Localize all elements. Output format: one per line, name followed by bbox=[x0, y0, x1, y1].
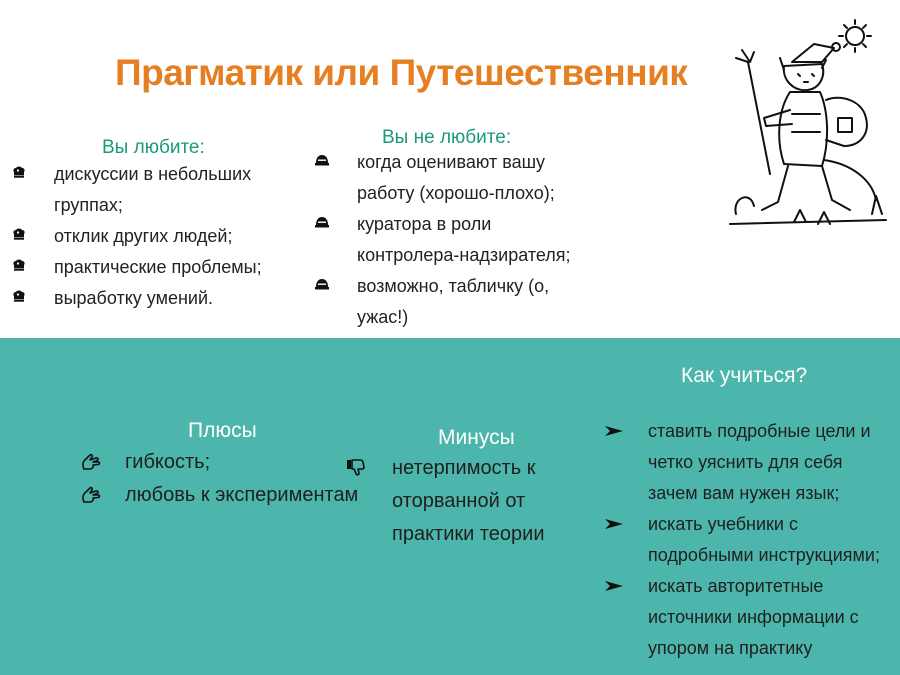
cons-list bbox=[392, 452, 552, 551]
chef-hat-icon bbox=[12, 290, 26, 302]
likes-list bbox=[54, 159, 269, 314]
list-item bbox=[648, 509, 888, 571]
list-item bbox=[54, 283, 269, 314]
hand-gesture-icon bbox=[81, 486, 101, 504]
list-item bbox=[125, 479, 365, 512]
chef-hat-icon bbox=[12, 166, 26, 178]
list-item-text: нетерпимость к оторванной от практики теории bbox=[392, 457, 545, 545]
arrow-pointer-icon bbox=[604, 425, 624, 437]
list-item bbox=[54, 252, 269, 283]
likes-heading: Вы любите: bbox=[102, 137, 205, 158]
thumbs-down-icon bbox=[346, 458, 366, 476]
list-item-text: любовь к экспериментам bbox=[125, 484, 359, 506]
helmet-icon bbox=[315, 154, 329, 166]
page-title: Прагматик или Путешественник bbox=[115, 52, 688, 93]
list-item-text: когда оценивают вашу работу (хорошо-плохо); bbox=[357, 152, 555, 203]
traveler-cat-illustration bbox=[722, 14, 892, 236]
helmet-icon bbox=[315, 278, 329, 290]
list-item-text: практические проблемы; bbox=[54, 257, 262, 277]
chef-hat-icon bbox=[12, 228, 26, 240]
list-item-text: дискуссии в небольших группах; bbox=[54, 164, 252, 215]
list-item-text: возможно, табличку (о, ужас!) bbox=[357, 276, 550, 327]
list-item bbox=[357, 271, 577, 333]
list-item-text: гибкость; bbox=[125, 451, 211, 473]
list-item bbox=[357, 147, 577, 209]
dislikes-list bbox=[357, 147, 577, 333]
dislikes-heading: Вы не любите: bbox=[382, 127, 512, 148]
chef-hat-icon bbox=[12, 259, 26, 271]
list-item-text: куратора в роли контролера-надзирателя; bbox=[357, 214, 571, 265]
list-item-text: выработку умений. bbox=[54, 288, 214, 308]
list-item-text: искать учебники с подробными инструкциями; bbox=[648, 514, 880, 565]
how-list bbox=[648, 416, 888, 664]
list-item bbox=[648, 416, 888, 509]
pros-heading: Плюсы bbox=[188, 419, 257, 442]
list-item bbox=[54, 221, 269, 252]
arrow-pointer-icon bbox=[604, 518, 624, 530]
cons-heading: Минусы bbox=[438, 426, 515, 449]
list-item bbox=[357, 209, 577, 271]
pros-list bbox=[125, 446, 365, 512]
list-item-text: искать авторитетные источники информации с упором на практику bbox=[648, 576, 859, 658]
hand-gesture-icon bbox=[81, 453, 101, 471]
list-item-text: отклик других людей; bbox=[54, 226, 233, 246]
helmet-icon bbox=[315, 216, 329, 228]
list-item bbox=[54, 159, 269, 221]
list-item bbox=[125, 446, 365, 479]
list-item bbox=[392, 452, 552, 551]
how-heading: Как учиться? bbox=[681, 364, 808, 387]
arrow-pointer-icon bbox=[604, 580, 624, 592]
list-item-text: ставить подробные цели и четко уяснить для себя зачем вам нужен язык; bbox=[648, 421, 871, 503]
list-item bbox=[648, 571, 888, 664]
